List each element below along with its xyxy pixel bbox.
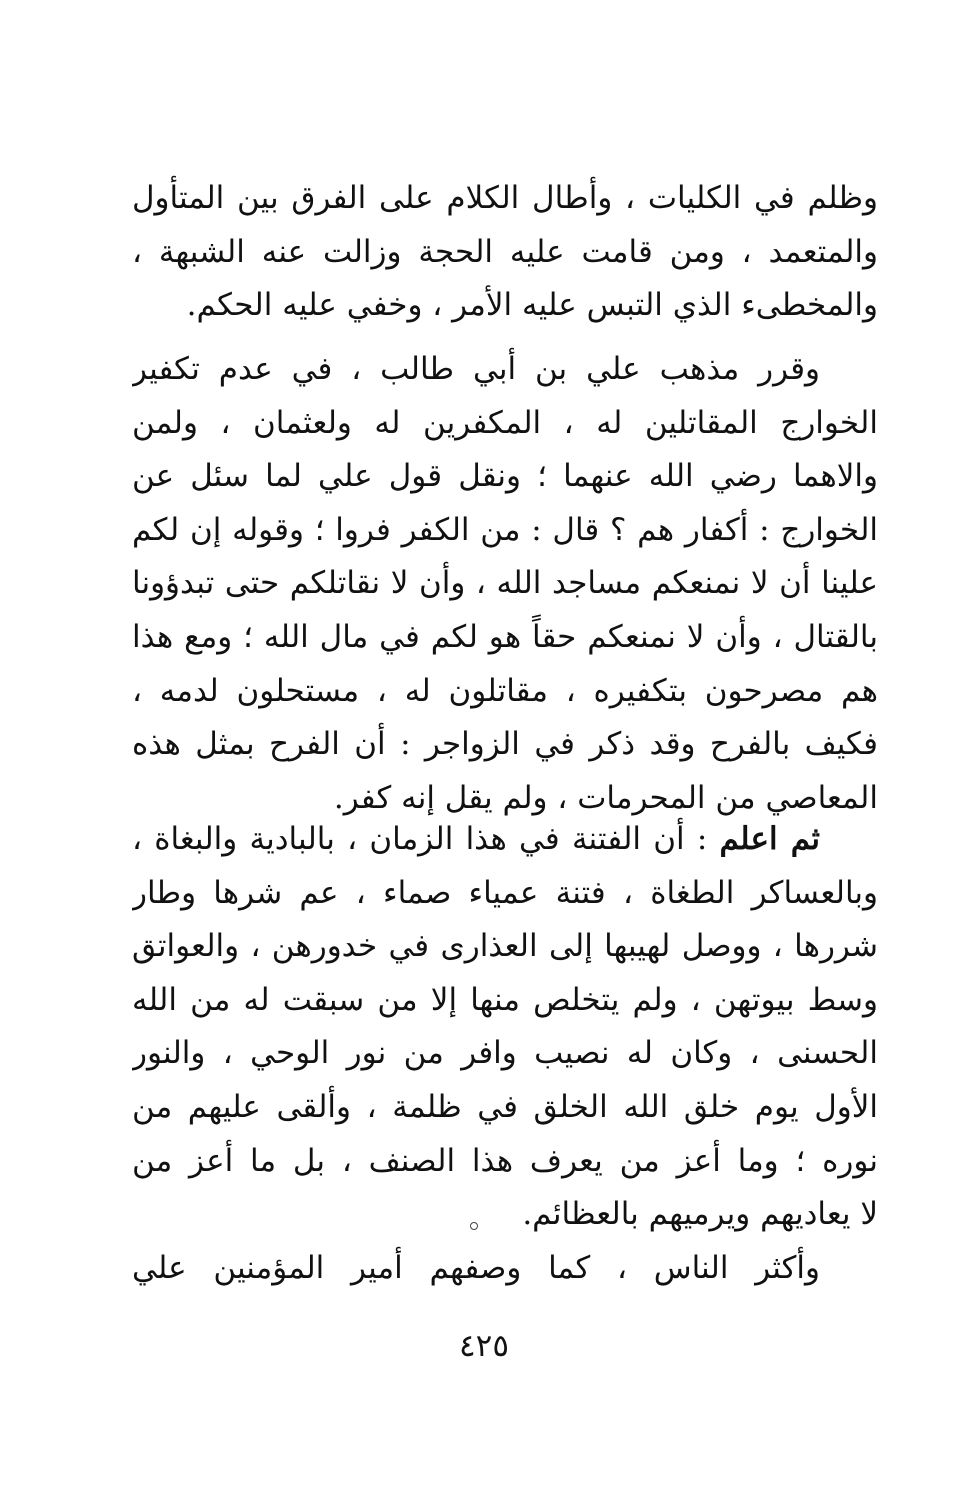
text-line-rest: : أن الفتنة في هذا الزمان ، بالبادية والبغاة ،: [132, 821, 720, 857]
text-line: والمخطىء الذي التبس عليه الأمر ، وخفي عليه الحكم.: [186, 287, 878, 324]
text-line: وقرر مذهب علي بن أبي طالب ، في عدم تكفير: [132, 351, 820, 387]
paragraph-1: [132, 172, 878, 333]
paragraph-3: [132, 813, 878, 1242]
ink-speck: [470, 1222, 478, 1230]
text-line: الخوارج المقاتلين له ، المكفرين له ولعثمان ، ولمن: [132, 404, 878, 441]
text-line: وأكثر الناس ، كما وصفهم أمير المؤمنين علي: [132, 1250, 820, 1286]
text-line: الحسنى ، وكان له نصيب وافر من نور الوحي ، والنور: [132, 1035, 878, 1072]
text-line: شررها ، ووصل لهيبها إلى العذارى في خدورهن ، والعواتق: [132, 928, 878, 965]
text-line: الأول يوم خلق الله الخلق في ظلمة ، وألقى عليهم من: [132, 1088, 878, 1125]
text-line: وسط بيوتهن ، ولم يتخلص منها إلا من سبقت له من الله: [132, 981, 878, 1018]
paragraph-4: [132, 1242, 878, 1296]
text-line: المعاصي من المحرمات ، ولم يقل إنه كفر.: [333, 779, 878, 816]
text-line: والمتعمد ، ومن قامت عليه الحجة وزالت عنه الشبهة ،: [132, 233, 878, 270]
text-line: فكيف بالفرح وقد ذكر في الزواجر : أن الفرح بمثل هذه: [132, 726, 878, 763]
bold-lead-phrase: ثم اعلم: [719, 821, 820, 857]
text-line: والاهما رضي الله عنهما ؛ ونقل قول علي لما سئل عن: [132, 458, 878, 495]
text-line: وظلم في الكليات ، وأطال الكلام على الفرق بين المتأول: [132, 180, 878, 216]
text-line: بالقتال ، وأن لا نمنعكم حقاً هو لكم في مال الله ؛ ومع هذا: [132, 618, 878, 655]
paragraph-2: [132, 343, 878, 825]
text-line: هم مصرحون بتكفيره ، مقاتلون له ، مستحلون لدمه ،: [132, 672, 878, 709]
page-number: ٤٢٥: [459, 1328, 509, 1364]
text-line: الخوارج : أكفار هم ؟ قال : من الكفر فروا ؛ وقوله إن لكم: [132, 511, 878, 548]
text-line: نوره ؛ وما أعز من يعرف هذا الصنف ، بل ما أعز من: [132, 1142, 878, 1179]
text-line: وبالعساكر الطغاة ، فتنة عمياء صماء ، عم شرها وطار: [132, 874, 878, 911]
text-line: [132, 813, 878, 867]
text-line: لا يعاديهم ويرميهم بالعظائم.: [522, 1196, 878, 1233]
text-line: علينا أن لا نمنعكم مساجد الله ، وأن لا نقاتلكم حتى تبدؤونا: [132, 565, 878, 602]
